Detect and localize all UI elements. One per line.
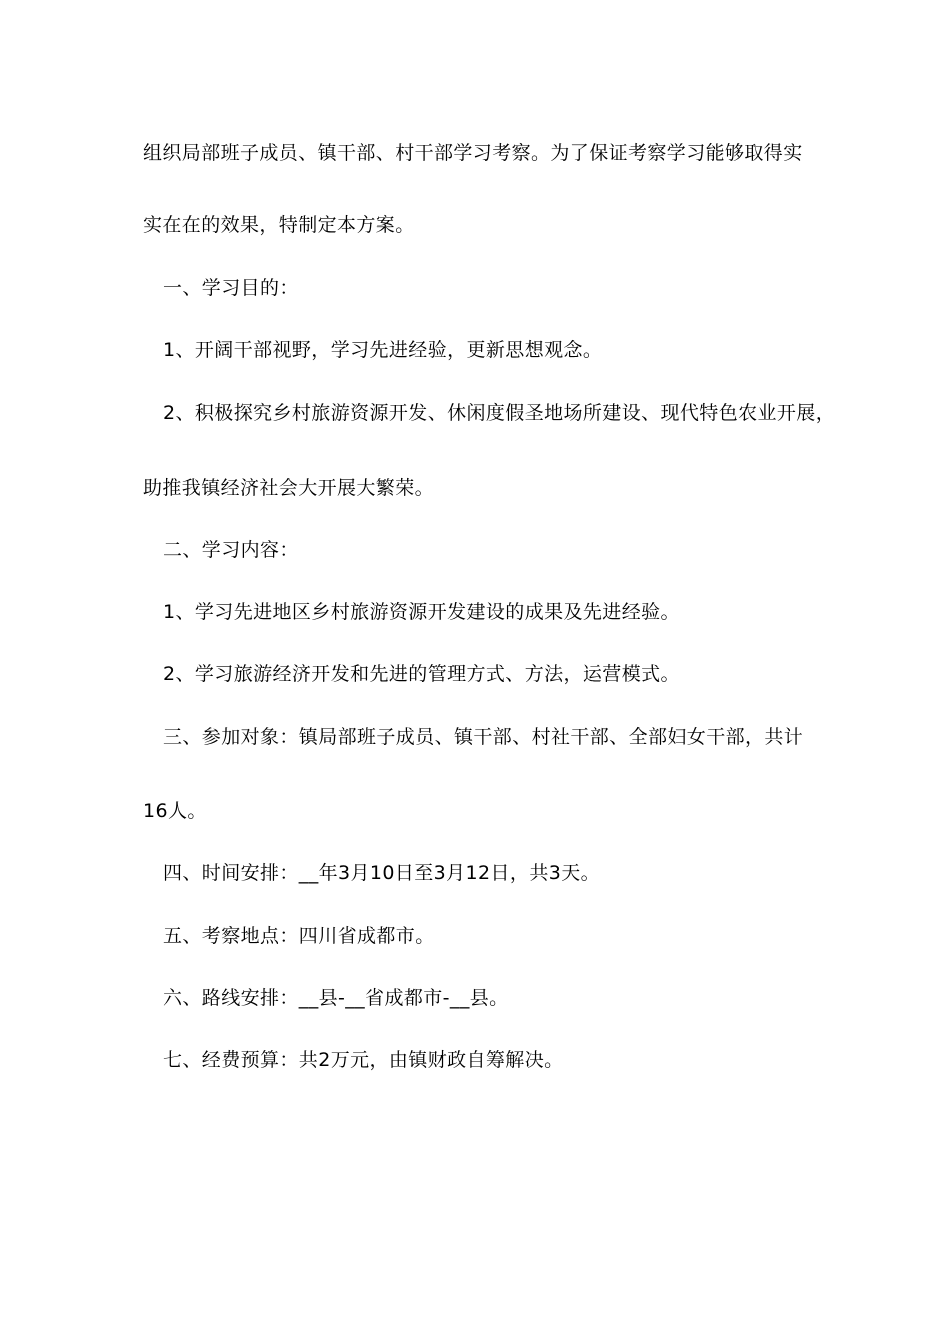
participants-line-2: 16人。 [143, 800, 207, 822]
section-heading-content: 二、学习内容： [163, 539, 299, 561]
budget-line: 七、经费预算：共2万元，由镇财政自筹解决。 [163, 1049, 564, 1071]
content-item-1: 1、学习先进地区乡村旅游资源开发建设的成果及先进经验。 [163, 601, 680, 623]
route-line: 六、路线安排：__县-__省成都市-__县。 [163, 987, 509, 1009]
section-heading-goals: 一、学习目的： [163, 277, 299, 299]
goal-item-2-line-1: 2、积极探究乡村旅游资源开发、休闲度假圣地场所建设、现代特色农业开展， [163, 402, 836, 424]
paragraph-intro-line-2: 实在在的效果，特制定本方案。 [143, 214, 415, 236]
location-line: 五、考察地点：四川省成都市。 [163, 925, 435, 947]
content-item-2: 2、学习旅游经济开发和先进的管理方式、方法，运营模式。 [163, 663, 680, 685]
goal-item-1: 1、开阔干部视野，学习先进经验，更新思想观念。 [163, 339, 603, 361]
paragraph-intro-line-1: 组织局部班子成员、镇干部、村干部学习考察。为了保证考察学习能够取得实 [143, 142, 803, 164]
schedule-line: 四、时间安排：__年3月10日至3月12日，共3天。 [163, 862, 601, 884]
goal-item-2-line-2: 助推我镇经济社会大开展大繁荣。 [143, 477, 435, 499]
participants-line-1: 三、参加对象：镇局部班子成员、镇干部、村社干部、全部妇女干部，共计 [163, 726, 804, 748]
